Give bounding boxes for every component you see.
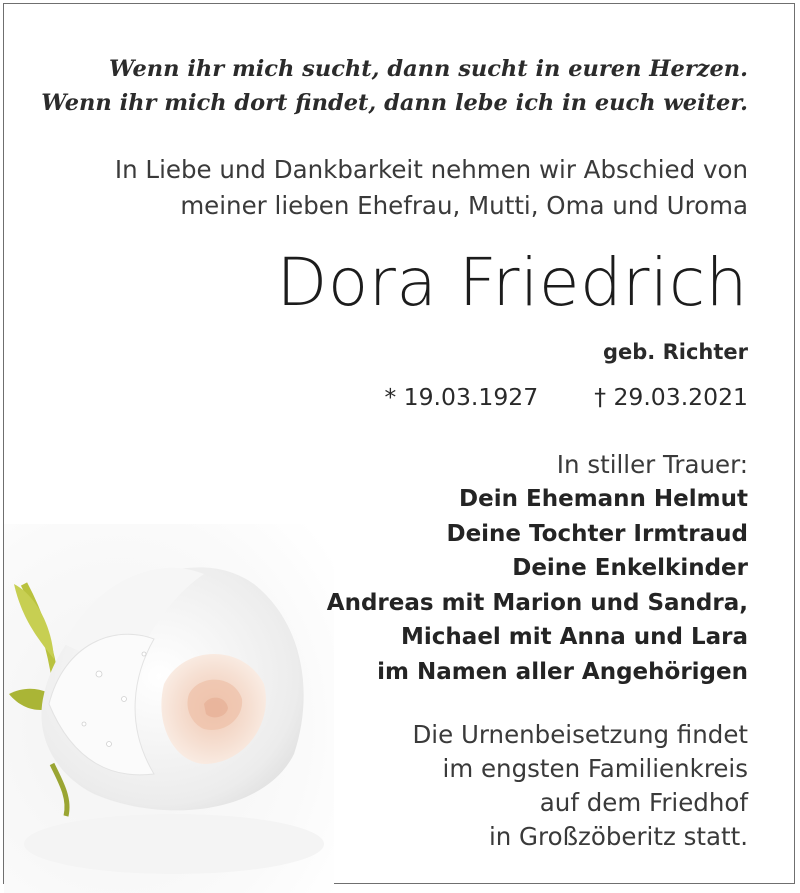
white-rose-image	[4, 524, 334, 893]
mourner-line: Deine Enkelkinder	[512, 555, 748, 581]
mourners-list	[327, 482, 748, 689]
burial-line-2: im engsten Familienkreis	[442, 754, 748, 783]
quote-line-1: Wenn ihr mich sucht, dann sucht in euren Herzen.	[109, 56, 748, 82]
birth-date: * 19.03.1927	[384, 383, 539, 411]
burial-line-3: auf dem Friedhof	[539, 788, 748, 817]
death-date: † 29.03.2021	[594, 383, 748, 411]
maiden-name: geb. Richter	[602, 340, 748, 364]
intro-line-1: In Liebe und Dankbarkeit nehmen wir Abschied von	[114, 155, 748, 184]
mourner-line: im Namen aller Angehörigen	[377, 658, 748, 685]
obituary-card	[3, 3, 795, 884]
mourner-line: Dein Ehemann Helmut	[459, 486, 748, 512]
memorial-quote	[41, 52, 748, 120]
mourner-line: Michael mit Anna und Lara	[401, 624, 748, 650]
burial-notice	[412, 718, 748, 854]
burial-line-1: Die Urnenbeisetzung findet	[412, 720, 748, 749]
intro-line-2: meiner lieben Ehefrau, Mutti, Oma und Uroma	[180, 191, 748, 220]
quote-line-2: Wenn ihr mich dort findet, dann lebe ich in euch weiter.	[41, 90, 748, 116]
life-dates	[384, 380, 748, 414]
burial-line-4: in Großzöberitz statt.	[488, 822, 748, 851]
intro-text	[115, 152, 748, 224]
deceased-name: Dora Friedrich	[276, 244, 748, 321]
mourner-line: Deine Tochter Irmtraud	[446, 520, 748, 547]
mourner-line: Andreas mit Marion und Sandra,	[326, 589, 748, 616]
mourning-heading: In stiller Trauer:	[556, 450, 748, 479]
